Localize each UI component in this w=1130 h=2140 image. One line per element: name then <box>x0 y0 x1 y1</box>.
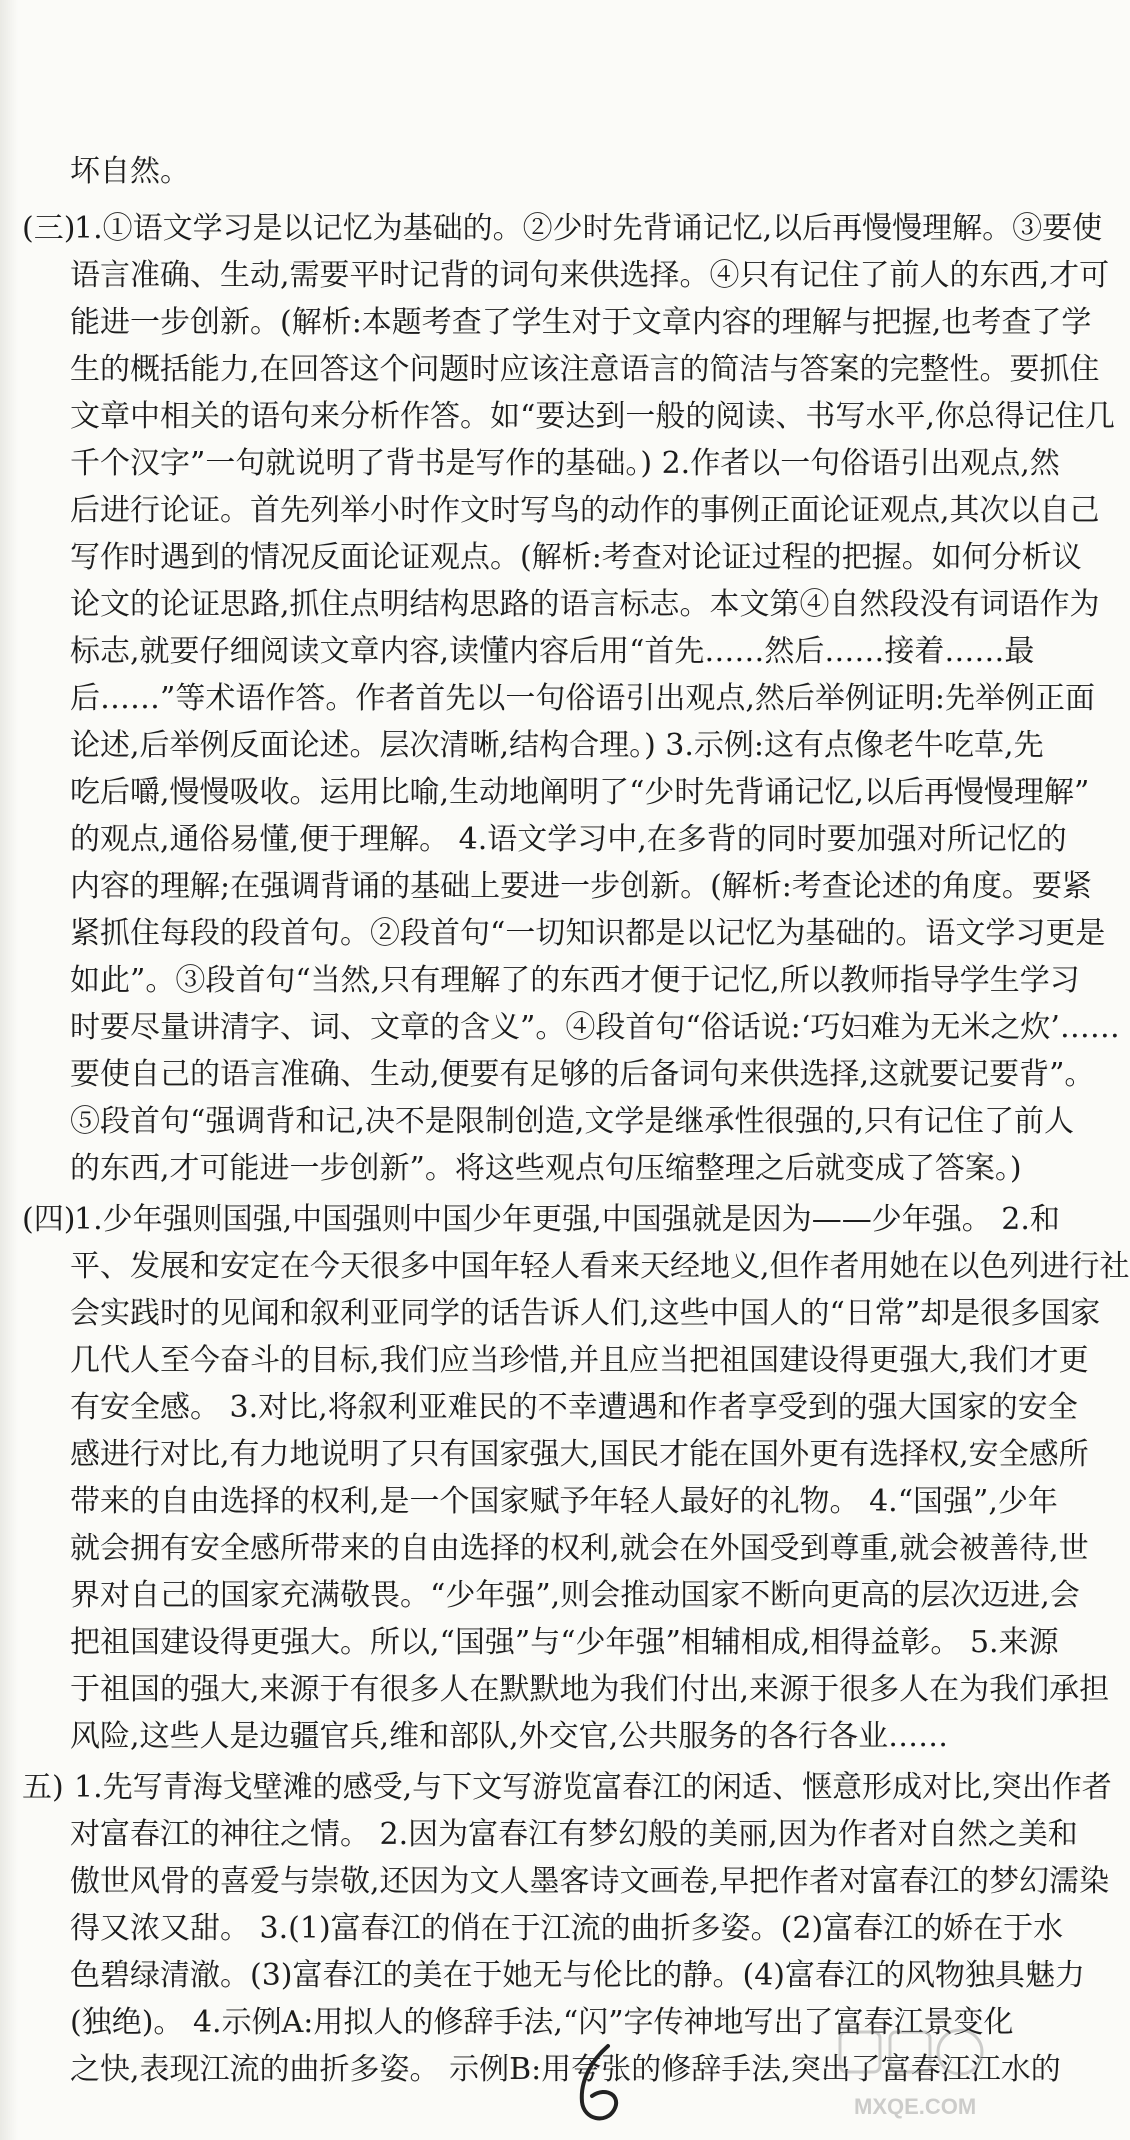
answer-sections <box>22 205 1130 2097</box>
answer-line: 对富春江的神往之情。 2.因为富春江有梦幻般的美丽,因为作者对自然之美和 <box>70 1817 1078 1852</box>
watermark-logo <box>834 2024 994 2134</box>
answer-line: 要使自己的语言准确、生动,便要有足够的后备词句来供选择,这就要记要背”。 <box>70 1057 1095 1092</box>
answer-line: 把祖国建设得更强大。所以,“国强”与“少年强”相辅相成,相得益彰。 5.来源 <box>70 1625 1059 1660</box>
answer-section <box>22 1764 1112 2093</box>
answer-line: ⑤段首句“强调背和记,决不是限制创造,文学是继承性很强的,只有记住了前人 <box>70 1104 1074 1139</box>
answer-line: 吃后嚼,慢慢吸收。运用比喻,生动地阐明了“少时先背诵记忆,以后再慢慢理解” <box>70 775 1090 810</box>
answer-line: 论文的论证思路,抓住点明结构思路的语言标志。本文第④自然段没有词语作为 <box>70 587 1100 622</box>
answer-content <box>22 148 1130 2097</box>
answer-line: 生的概括能力,在回答这个问题时应该注意语言的简洁与答案的完整性。要抓住 <box>70 352 1100 387</box>
section-label: (四) <box>22 1202 76 1237</box>
answer-line: 1.①语文学习是以记忆为基础的。②少时先背诵记忆,以后再慢慢理解。③要使 <box>74 211 1103 246</box>
answer-line: 写作时遇到的情况反面论证观点。(解析:考查对论证过程的把握。如何分析议 <box>70 540 1082 575</box>
answer-line: 于祖国的强大,来源于有很多人在默默地为我们付出,来源于很多人在为我们承担 <box>70 1672 1110 1707</box>
answer-line: 会实践时的见闻和叙利亚同学的话告诉人们,这些中国人的“日常”却是很多国家 <box>70 1296 1101 1331</box>
answer-line: (独绝)。 4.示例A:用拟人的修辞手法,“闪”字传神地写出了富春江景变化 <box>70 2005 1014 2040</box>
answer-line: 得又浓又甜。 3.(1)富春江的俏在于江流的曲折多姿。(2)富春江的娇在于水 <box>70 1911 1064 1946</box>
scan-edge <box>0 0 18 2140</box>
answer-line: 就会拥有安全感所带来的自由选择的权利,就会在外国受到尊重,就会被善待,世 <box>70 1531 1089 1566</box>
answer-line: 千个汉字”一句就说明了背书是写作的基础。) 2.作者以一句俗语引出观点,然 <box>70 446 1060 481</box>
answer-line: 标志,就要仔细阅读文章内容,读懂内容后用“首先……然后……接着……最 <box>70 634 1035 669</box>
answer-line: 的东西,才可能进一步创新”。将这些观点句压缩整理之后就变成了答案。) <box>70 1151 1022 1186</box>
answer-line: 之快,表现江流的曲折多姿。 示例B:用夸张的修辞手法,突出了富春江江水的 <box>70 2052 1061 2087</box>
svg-text:MXQE.COM: MXQE.COM <box>854 2094 977 2119</box>
section-label: (三) <box>22 211 76 246</box>
answer-line: 内容的理解;在强调背诵的基础上要进一步创新。(解析:考查论述的角度。要紧 <box>70 869 1092 904</box>
answer-line: 如此”。③段首句“当然,只有理解了的东西才便于记忆,所以教师指导学生学习 <box>70 963 1080 998</box>
answer-line: 界对自己的国家充满敬畏。“少年强”,则会推动国家不断向更高的层次迈进,会 <box>70 1578 1080 1613</box>
section-label: 五) <box>22 1770 64 1805</box>
answer-line: 后进行论证。首先列举小时作文时写鸟的动作的事例正面论证观点,其次以自己 <box>70 493 1100 528</box>
lead-line: 坏自然。 <box>70 154 190 189</box>
answer-line: 能进一步创新。(解析:本题考查了学生对于文章内容的理解与把握,也考查了学 <box>70 305 1092 340</box>
answer-section <box>22 205 1120 1192</box>
answer-line: 文章中相关的语句来分析作答。如“要达到一般的阅读、书写水平,你总得记住几 <box>70 399 1115 434</box>
answer-line: 的观点,通俗易懂,便于理解。 4.语文学习中,在多背的同时要加强对所记忆的 <box>70 822 1067 857</box>
answer-section <box>22 1196 1130 1760</box>
answer-line: 1.少年强则国强,中国强则中国少年更强,中国强就是因为——少年强。 2.和 <box>74 1202 1060 1237</box>
answer-line: 带来的自由选择的权利,是一个国家赋予年轻人最好的礼物。 4.“国强”,少年 <box>70 1484 1058 1519</box>
answer-line: 时要尽量讲清字、词、文章的含义”。④段首句“俗话说:‘巧妇难为无米之炊’…… <box>70 1010 1120 1045</box>
answer-line: 1.先写青海戈壁滩的感受,与下文写游览富春江的闲适、惬意形成对比,突出作者 <box>74 1770 1112 1805</box>
answer-line: 感进行对比,有力地说明了只有国家强大,国民才能在国外更有选择权,安全感所 <box>70 1437 1089 1472</box>
answer-line: 后……”等术语作答。作者首先以一句俗语引出观点,然后举例证明:先举例正面 <box>70 681 1095 716</box>
answer-line: 有安全感。 3.对比,将叙利亚难民的不幸遭遇和作者享受到的强大国家的安全 <box>70 1390 1078 1425</box>
answer-line: 论述,后举例反面论述。层次清晰,结构合理。) 3.示例:这有点像老牛吃草,先 <box>70 728 1044 763</box>
answer-line: 语言准确、生动,需要平时记背的词句来供选择。④只有记住了前人的东西,才可 <box>70 258 1110 293</box>
answer-line: 平、发展和安定在今天很多中国年轻人看来天经地义,但作者用她在以色列进行社 <box>70 1249 1130 1284</box>
answer-line: 傲世风骨的喜爱与崇敬,还因为文人墨客诗文画卷,早把作者对富春江的梦幻濡染 <box>70 1864 1110 1899</box>
answer-line: 风险,这些人是边疆官兵,维和部队,外交官,公共服务的各行各业…… <box>70 1719 949 1754</box>
answer-line: 紧抓住每段的段首句。②段首句“一切知识都是以记忆为基础的。语文学习更是 <box>70 916 1106 951</box>
section-gap <box>22 2093 940 2097</box>
answer-line: 色碧绿清澈。(3)富春江的美在于她无与伦比的静。(4)富春江的风物独具魅力 <box>70 1958 1085 1993</box>
handwritten-page-number <box>570 2040 630 2130</box>
answer-line: 几代人至今奋斗的目标,我们应当珍惜,并且应当把祖国建设得更强大,我们才更 <box>70 1343 1089 1378</box>
